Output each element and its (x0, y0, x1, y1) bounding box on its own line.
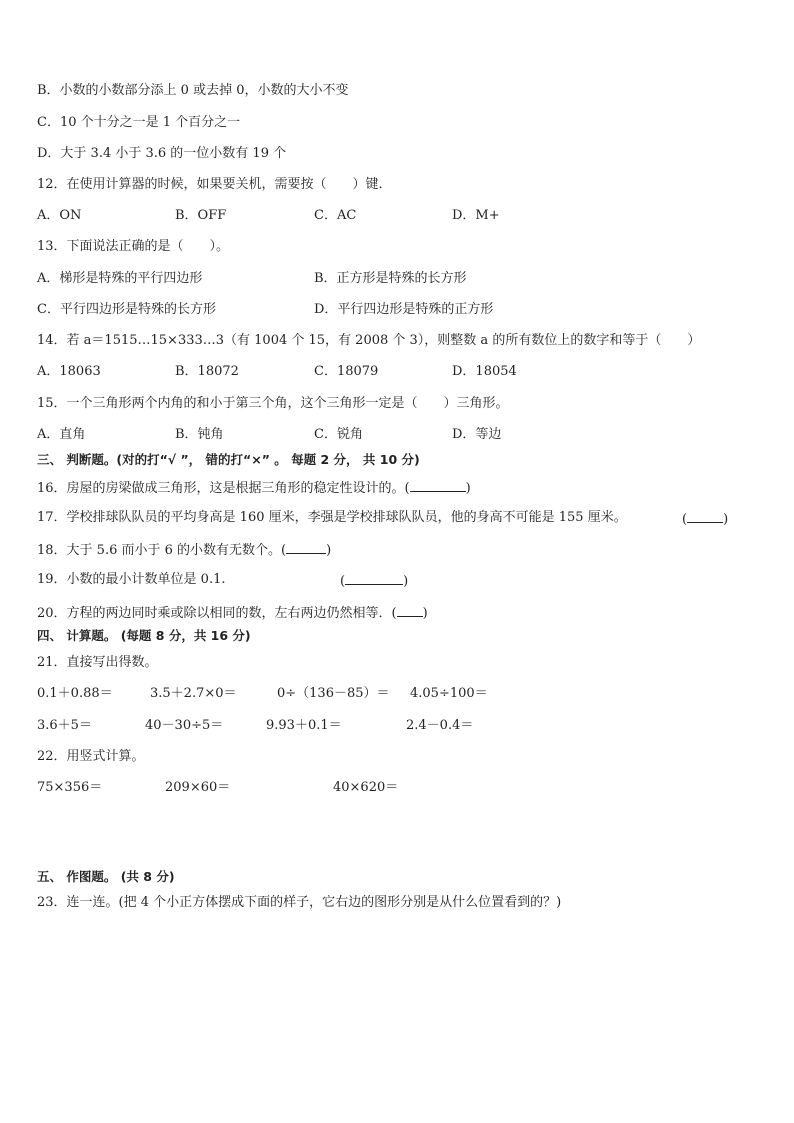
q21-item-3: 0÷（136－85）＝ (277, 686, 390, 701)
q15-option-d: D．等边 (452, 427, 502, 442)
q21-row2 (37, 718, 737, 734)
q12-stem: 12．在使用计算器的时候，如果要关机，需要按（ ）键． (37, 177, 392, 192)
q14-option-a: A．18063 (37, 364, 101, 379)
q12-option-d: D．M+ (452, 208, 500, 223)
q22-item-3: 40×620＝ (333, 780, 399, 795)
q21-stem: 21．直接写出得数。 (37, 655, 158, 670)
q18 (37, 541, 331, 559)
q13-options-row2 (37, 302, 737, 318)
q12-options (37, 208, 737, 224)
q22-item-2: 209×60＝ (165, 780, 231, 795)
q12-option-b: B．OFF (175, 208, 227, 223)
q12-option-c: C．AC (314, 208, 357, 223)
q19-answer-blank[interactable] (345, 572, 403, 585)
q13-option-b: B．正方形是特殊的长方形 (314, 271, 467, 286)
q21-item-2: 3.5＋2.7×0＝ (150, 686, 237, 701)
q17-close-paren: ) (723, 512, 729, 527)
q15-option-a: A．直角 (37, 427, 86, 442)
q14-stem: 14．若 a＝1515…15×333…3（有 1004 个 15，有 2008 个 3），则整数 a 的所有数位上的数字和等于（ ） (37, 333, 701, 348)
q15-options (37, 427, 737, 443)
q17-answer-blank[interactable] (687, 510, 723, 523)
q16-close-paren: ) (465, 481, 471, 496)
q21-item-5: 3.6＋5＝ (37, 718, 92, 733)
q12-option-a: A．ON (37, 208, 82, 223)
q13-options-row1 (37, 271, 737, 287)
section-5-heading: 五、 作图题。 (共 8 分) (37, 869, 175, 884)
q21-row1 (37, 686, 737, 702)
q16 (37, 479, 471, 497)
q21-item-4: 4.05÷100＝ (410, 686, 488, 701)
q11-option-d: D．大于 3.4 小于 3.6 的一位小数有 19 个 (37, 146, 287, 161)
q14-option-b: B．18072 (175, 364, 239, 379)
q11-option-b: B．小数的小数部分添上 0 或去掉 0，小数的大小不变 (37, 83, 349, 98)
q13-option-a: A．梯形是特殊的平行四边形 (37, 271, 203, 286)
q13-stem: 13．下面说法正确的是（ ）。 (37, 239, 230, 254)
q22-stem: 22．用竖式计算。 (37, 749, 145, 764)
section-3-heading: 三、 判断题。(对的打“√ ”， 错的打“×” 。 每题 2 分， 共 10 分) (37, 452, 420, 467)
q17-open-paren: ( (682, 512, 688, 527)
q15-option-c: C．锐角 (314, 427, 363, 442)
q23-text: 23．连一连。(把 4 个小正方体摆成下面的样子，它右边的图形分别是从什么位置看到的？) (37, 895, 562, 910)
q17-answer (682, 510, 728, 528)
q21-item-8: 2.4－0.4＝ (406, 718, 474, 733)
q18-close-paren: ) (326, 543, 332, 558)
q19-open-paren: ( (340, 574, 346, 589)
q20-text: 20．方程的两边同时乘或除以相同的数，左右两边仍然相等．( (37, 606, 397, 621)
q11-option-c: C．10 个十分之一是 1 个百分之一 (37, 115, 241, 130)
q22-item-1: 75×356＝ (37, 780, 103, 795)
q19-text: 19．小数的最小计数单位是 0.1. (37, 572, 226, 587)
q18-answer-blank[interactable] (286, 541, 326, 554)
q21-item-6: 40－30÷5＝ (145, 718, 224, 733)
q16-text: 16．房屋的房梁做成三角形，这是根据三角形的稳定性设计的。( (37, 481, 410, 496)
q20 (37, 604, 428, 622)
section-4-heading: 四、 计算题。 (每题 8 分，共 16 分) (37, 628, 251, 643)
q21-item-1: 0.1＋0.88＝ (37, 686, 113, 701)
q19-close-paren: ) (403, 574, 409, 589)
q22-row (37, 780, 737, 796)
q20-answer-blank[interactable] (397, 604, 423, 617)
q13-option-c: C．平行四边形是特殊的长方形 (37, 302, 216, 317)
q16-answer-blank[interactable] (410, 479, 466, 492)
q15-stem: 15．一个三角形两个内角的和小于第三个角，这个三角形一定是（ ）三角形。 (37, 396, 509, 411)
q14-option-d: D．18054 (452, 364, 517, 379)
q17-text: 17．学校排球队队员的平均身高是 160 厘米，李强是学校排球队队员，他的身高不可能是 155 厘米。 (37, 510, 627, 525)
q14-option-c: C．18079 (314, 364, 379, 379)
q19 (37, 572, 225, 588)
q13-option-d: D．平行四边形是特殊的正方形 (314, 302, 494, 317)
q18-text: 18．大于 5.6 而小于 6 的小数有无数个。( (37, 543, 287, 558)
q14-options (37, 364, 737, 380)
q17 (37, 510, 627, 526)
q19-answer (340, 572, 408, 590)
q15-option-b: B．钝角 (175, 427, 224, 442)
q21-item-7: 9.93＋0.1＝ (266, 718, 342, 733)
q20-close-paren: ) (422, 606, 428, 621)
